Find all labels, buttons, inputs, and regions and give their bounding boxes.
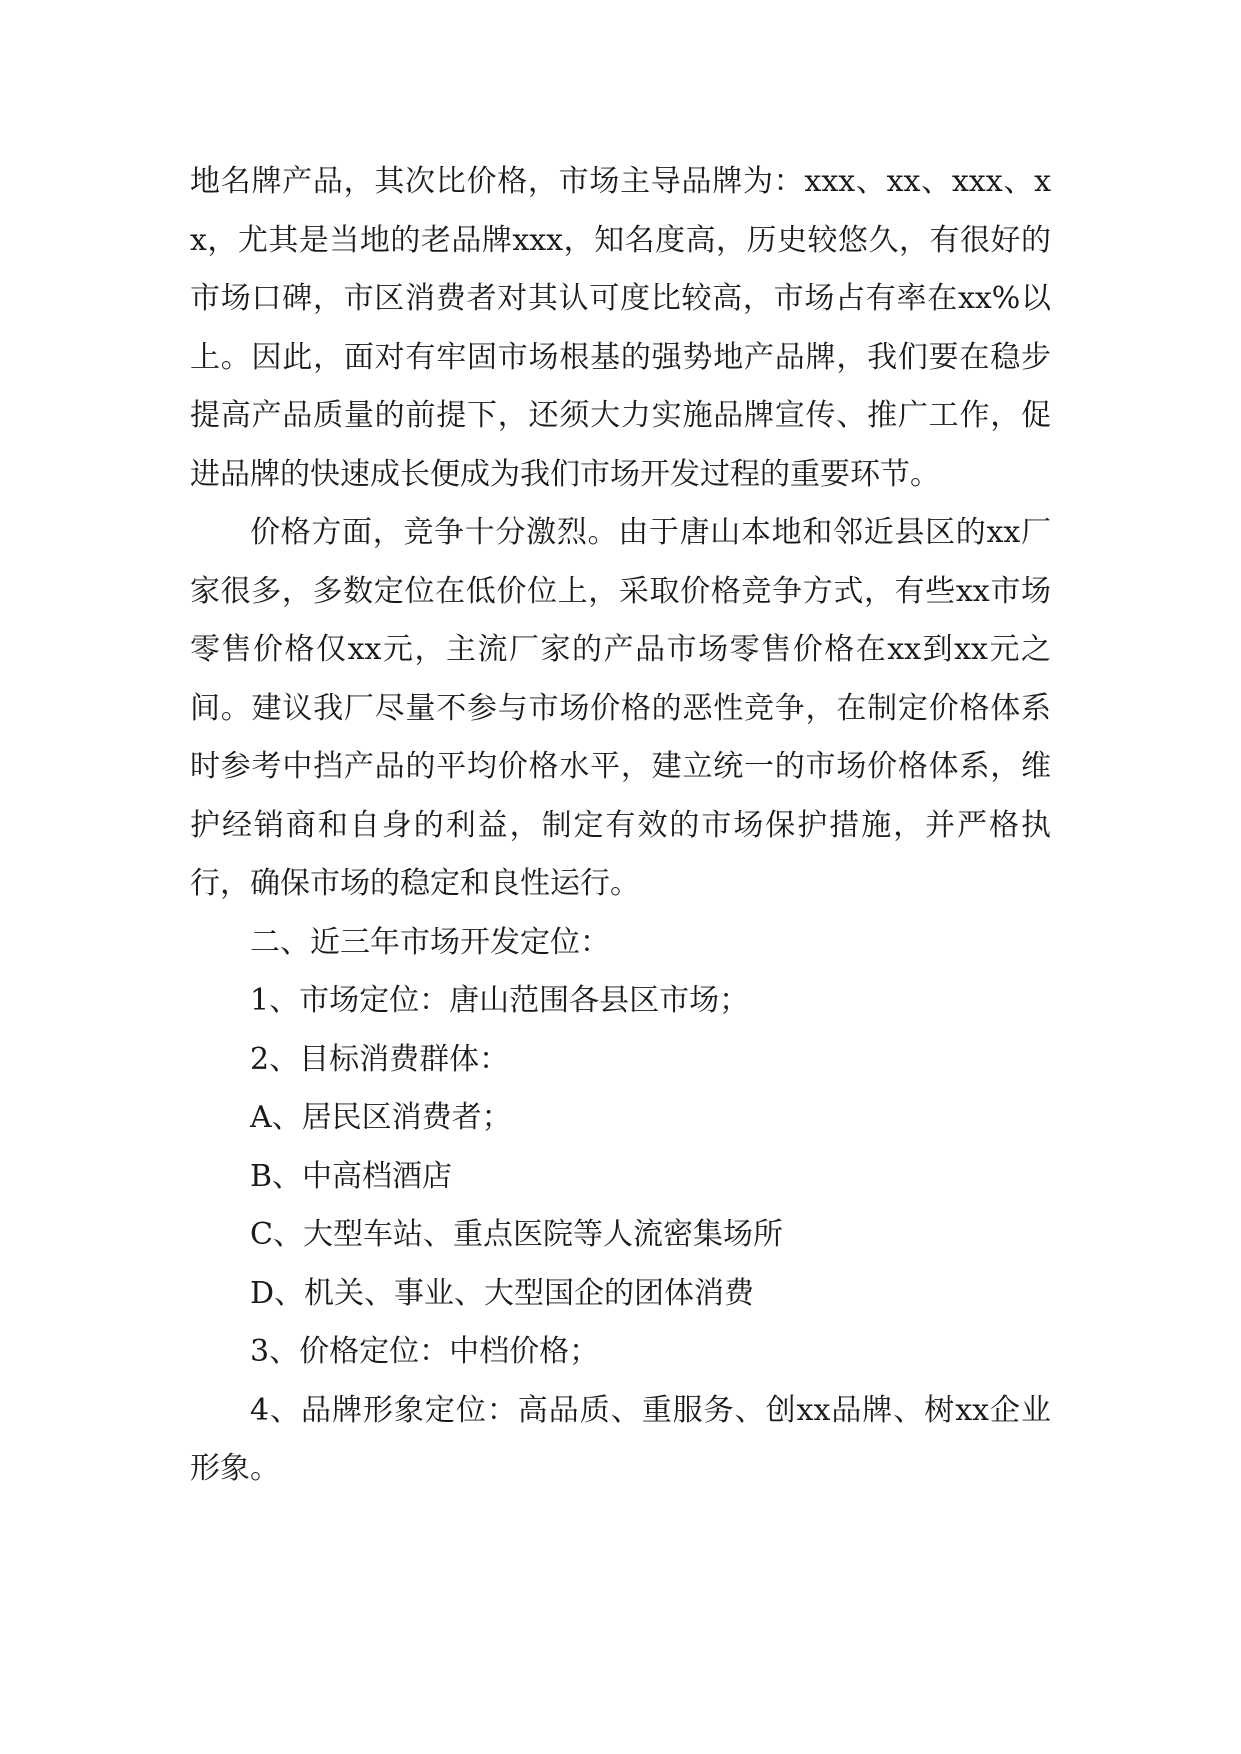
list-item-hotels: B、中高档酒店 [250,1158,453,1194]
list-item-group-consumption: D、机关、事业、大型国企的团体消费 [250,1275,755,1311]
paragraph-price-analysis: 价格方面，竞争十分激烈。由于唐山本地和邻近县区的xx厂家很多，多数定位在低价位上，采取价格竞争方式，有些xx市场零售价格仅xx元，主流厂家的产品市场零售价格在xx到xx元之间。建议我厂尽量不参与市场价格的恶性竞争，在制定价格体系时参考中挡产品的平均价格水平，建立统一的市场价格体系，维护经销商和自身的利益，制定有效的市场保护措施，并严格执行，确保市场的稳定和良性运行。 [190,515,1051,901]
paragraph-brand-analysis: 地名牌产品，其次比价格，市场主导品牌为：xxx、xx、xxx、xx，尤其是当地的老品牌xxx，知名度高，历史较悠久，有很好的市场口碑，市区消费者对其认可度比较高，市场占有率在xx%以上。因此，面对有牢固市场根基的强势地产品牌，我们要在稳步提高产品质量的前提下，还须大力实施品牌宣传、推广工作，促进品牌的快速成长便成为我们市场开发过程的重要环节。 [190,164,1051,492]
list-item-crowded-places: C、大型车站、重点医院等人流密集场所 [250,1217,783,1252]
section-heading-positioning: 二、近三年市场开发定位： [250,924,610,960]
body-text [190,153,1051,1499]
list-item-residential-consumers: A、居民区消费者； [250,1100,512,1135]
list-item-brand-positioning: 4、品牌形象定位：高品质、重服务、创xx品牌、树xx企业形象。 [190,1392,1051,1486]
list-item-target-consumers: 2、目标消费群体： [250,1041,510,1077]
list-item-price-positioning: 3、价格定位：中档价格； [250,1334,600,1369]
list-item-market-positioning: 1、市场定位：唐山范围各县区市场； [250,983,750,1018]
